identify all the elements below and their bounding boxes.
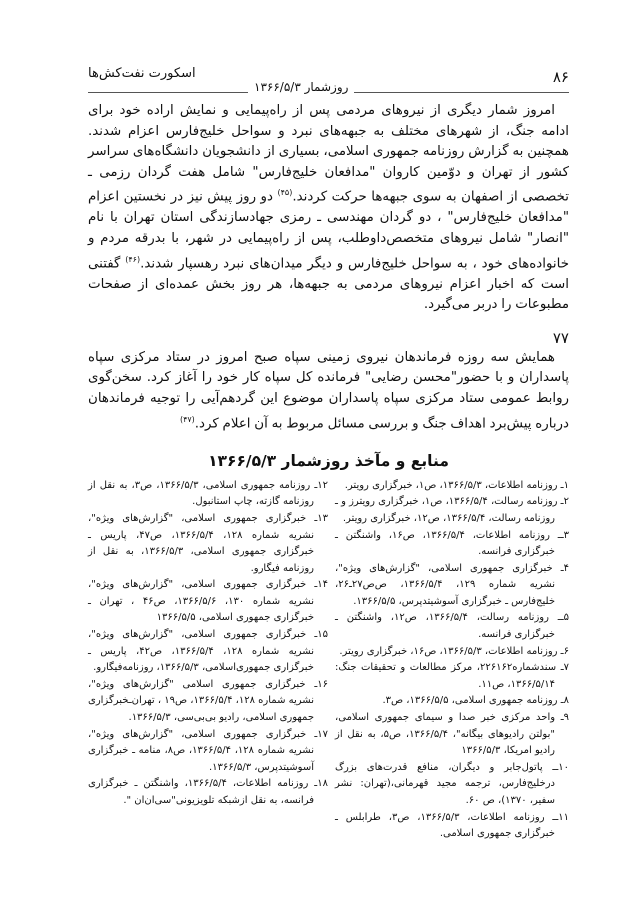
- sources-left-column: [88, 478, 328, 843]
- paragraph-text: همایش سه روزه فرماندهان نیروی زمینی سپاه صبح امروز در ستاد مرکزی سپاه پاسداران و با حضور"محسن رضایی" فرمانده کل سپاه کار خود را آغاز کرد. سخن‌گوی روابط عمومی ستاد مرکزی سپاه پاسداران موضوع این گردهم‌آیی را توجیه فرماندهان درباره پیش‌برد اهداف جنگ و بررسی مسائل مربوط به آن اعلام کرد.: [88, 349, 569, 432]
- source-entry: ۴ـ خبرگزاری جمهوری اسلامی، "گزارش‌های ویژه"، نشریه شماره ۱۲۹، ۱۳۶۶/۵/۴، ص‌ص۲۷ـ۲۶، خلیج‌فارس ـ خبرگزاری آسوشیتدپرس، ۱۳۶۶/۵/۵.: [335, 562, 569, 607]
- source-entry: ۱۶ـ خبرگزاری جمهوری اسلامی "گزارش‌های ویژه"، نشریه شماره ۱۲۸، ۱۳۶۶/۵/۴، ص۱۹ ، تهران‌ـخبرگزاری جمهوری اسلامی، رادیو بی‌بی‌سی، ۱۳۶۶/۵/۳.: [88, 678, 328, 724]
- source-entry: ۹ـ واحد مرکزی خبر صدا و سیمای جمهوری اسلامی، "بولتن رادیوهای بیگانه"، ۱۳۶۶/۵/۴، ص۵، به نقل از رادیو امریکا، ۱۳۶۶/۵/۳: [335, 712, 569, 757]
- source-entry: ۶ـ روزنامه اطلاعات، ۱۳۶۶/۵/۳، ص۱۶، خبرگزاری رویتر.: [339, 645, 569, 657]
- source-entry: ۱۸ـ روزنامه اطلاعات، ۱۳۶۶/۵/۴، واشنگتن ـ خبرگزاری فرانسه، به نقل ازشبکه تلویزیونی"سی‌ان‌ان ".: [88, 778, 328, 806]
- source-entry: ۵ــ روزنامه رسالت، ۱۳۶۶/۵/۴، ص۱۲، واشنگتن ـ خبرگزاری فرانسه.: [335, 612, 570, 641]
- footnote-ref: (۴۷): [179, 414, 195, 424]
- document-page: [88, 62, 569, 843]
- source-entry: ۸ـ روزنامه جمهوری اسلامی، ۱۳۶۶/۵/۵، ص۳.: [382, 695, 569, 707]
- footnote-ref: (۴۵): [277, 188, 293, 198]
- sources-right-column: [335, 478, 569, 843]
- source-entry: ۱۰ــ پاتول‌جابر و دیگران، منافع قدرت‌های بزرگ درخلیج‌فارس، ترجمه مجید قهرمانی،(تهران: نشر سفیر، ۱۳۷۰)، ص ۶۰.: [335, 761, 569, 806]
- book-title: اسکورت نفت‌کش‌ها: [88, 66, 196, 81]
- source-entry: ۲ـ روزنامه رسالت، ۱۳۶۶/۵/۴، ص۱، خبرگزاری رویترز و ـ روزنامه رسالت، ۱۳۶۶/۵/۴، ص۱۲، خبرگزاری رویتر.: [334, 496, 569, 524]
- section-number: ۷۷: [552, 328, 569, 347]
- source-entry: ۳ــ روزنامه اطلاعات، ۱۳۶۶/۵/۴، ص۱۶، واشنگتن ـ خبرگزاری فرانسه.: [335, 529, 569, 558]
- source-entry: ۱۳ـ خبرگزاری جمهوری اسلامی، "گزارش‌های ویژه"، نشریه شماره ۱۲۸، ۱۳۶۶/۵/۴، ص۴۷، پاریس ـ خبرگزاری جمهوری اسلامی، ۱۳۶۶/۵/۳، به نقل از روزنامه فیگارو.: [88, 512, 328, 574]
- paragraph-text: امروز شمار دیگری از نیروهای مردمی پس از راه‌پیمایی و نمایش اراده خود برای ادامه جنگ، از شهرهای مختلف به جبهه‌های نبرد و سواحل خلیج‌فارس اعزام شدند. همچنین به گزارش روزنامه جمهوری اسلامی، بسیاری از دانشجویان دانشگاه‌های سراسر کشور از تهران و دوّمین کاروان "مدافعان خلیج‌فارس" شامل هفت گردان رزمی ـ تخصصی از اصفهان به سوی جبهه‌ها حرکت کردند.: [88, 103, 569, 205]
- source-entry: ۷ـ سندشماره۲۲۶۱۶۲، مرکز مطالعات و تحقیقات جنگ: ۱۳۶۶/۵/۱۴، ص۱۱.: [335, 662, 569, 690]
- source-entry: ۱۵ـ خبرگزاری جمهوری اسلامی، "گزارش‌های ویژه"، نشریه شماره ۱۲۸، ۱۳۶۶/۵/۴، ص۴۲، پاریس ـ خبرگزاری جمهوری‌اسلامی، ۱۳۶۶/۵/۳، روزنامه‌فیگارو.: [88, 629, 328, 674]
- paragraph-2: [88, 348, 569, 435]
- date-heading: روزشمار ۱۳۶۶/۵/۳: [248, 80, 354, 94]
- running-header: [88, 62, 569, 96]
- paragraph-1: [88, 101, 569, 316]
- paragraph-text: دو روز پیش نیز در نخستین اعزام "مدافعان خلیج‌فارس" ، دو گردان مهندسی ـ رمزی جهادسازندگی استان تهران با نام "انصار" شامل نیروهای متخصص‌داوطلب، پس از راه‌پیمایی در شهر، با بدرقه مردم و خانواده‌های خود ، به سواحل خلیج‌فارس و دیگر میدان‌های نبرد رهسپار شدند.: [88, 189, 569, 272]
- source-entry: ۱۷ـ خبرگزاری جمهوری اسلامی، "گزارش‌های ویژه"، نشریه شماره ۱۲۸، ۱۳۶۶/۵/۴، ص۸، منامه ـ خبرگزاری آسوشیتدپرس، ۱۳۶۶/۵/۳.: [88, 728, 328, 773]
- source-entry: ۱۱ــ روزنامه اطلاعات، ۱۳۶۶/۵/۳، ص۳، طرابلس ـ خبرگزاری جمهوری اسلامی.: [335, 811, 570, 840]
- source-entry: ۱۲ـ روزنامه جمهوری اسلامی، ۱۳۶۶/۵/۳، ص۳، به نقل از روزنامه گازته، چاپ استانبول.: [88, 479, 328, 508]
- footnote-ref: (۴۶): [125, 254, 141, 264]
- page-number: ۸۶: [552, 68, 569, 86]
- sources-heading: منابع و مآخذ روزشمار ۱۳۶۶/۵/۳: [208, 451, 449, 470]
- paragraph-text: گفتنی است که اخبار اعزام نیروهای مردمی به جبهه‌ها، هر روز بخش عمده‌ای از صفحات مطبوعات را دربر می‌گیرد.: [88, 256, 569, 313]
- source-entry: ۱۴ـ خبرگزاری جمهوری اسلامی، "گزارش‌های ویژه"، نشریه شماره ۱۳۰، ۱۳۶۶/۵/۶، ص۴۶ ، تهران ـ خبرگزاری جمهوری اسلامی، ۱۳۶۶/۵/۵: [88, 579, 328, 624]
- source-entry: ۱ـ روزنامه اطلاعات، ۱۳۶۶/۵/۳، ص۱، خبرگزاری رویتر.: [344, 479, 569, 491]
- sources-list: [88, 478, 569, 843]
